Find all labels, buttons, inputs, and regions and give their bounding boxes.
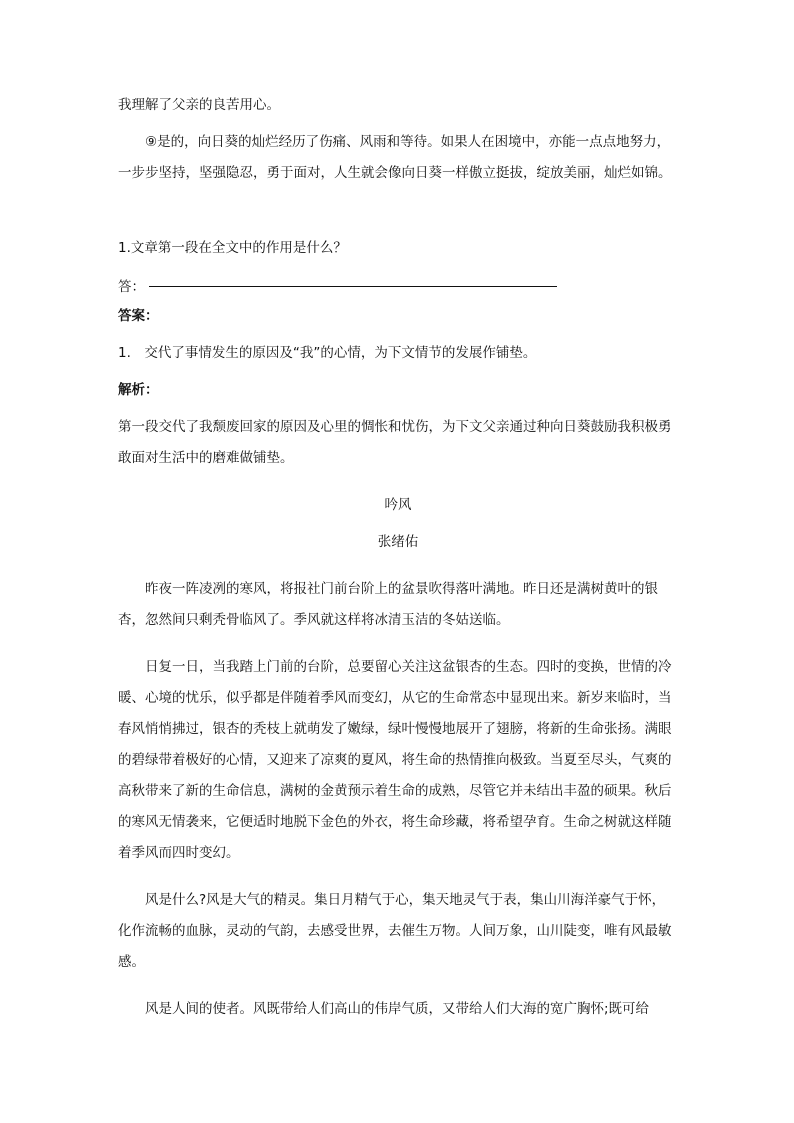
document-page <box>118 90 678 1025</box>
article-paragraph-4: 风是人间的使者。风既带给人们高山的伟岸气质，又带给人们大海的宽广胸怀;既可给 <box>145 1001 650 1017</box>
paragraph-9: ⑨是的，向日葵的灿烂经历了伤痛、风雨和等待。如果人在困境中，亦能一点点地努力，一步步坚持，坚强隐忍，勇于面对，人生就会像向日葵一样傲立挺拔，绽放美丽，灿烂如锦。 <box>118 134 672 181</box>
question-1: 1.文章第一段在全文中的作用是什么？ <box>118 240 347 256</box>
article-author: 张绪佑 <box>377 534 419 550</box>
analysis-heading: 解析： <box>118 382 159 398</box>
answer-prefix: 答： <box>118 279 145 295</box>
article-paragraph-1: 昨夜一阵凌冽的寒风，将报社门前台阶上的盆景吹得落叶满地。昨日还是满树黄叶的银杏，忽然间只剩秃骨临风了。季风就这样将冰清玉洁的冬姑送临。 <box>118 581 658 628</box>
answer-field-row <box>118 264 678 295</box>
article-title: 吟风 <box>384 497 412 513</box>
answer-text: 1. 交代了事情发生的原因及“我”的心情，为下文情节的发展作铺垫。 <box>118 345 537 361</box>
answer-heading: 答案： <box>118 308 159 324</box>
article-paragraph-3: 风是什么?风是大气的精灵。集日月精气于心，集天地灵气于表，集山川海洋豪气于怀，化作流畅的血脉，灵动的气韵，去感受世界，去催生万物。人间万象，山川陡变，唯有风最敏感。 <box>118 892 672 970</box>
analysis-text: 第一段交代了我颓废回家的原因及心里的惆怅和忧伤，为下文父亲通过种向日葵鼓励我积极勇敢面对生活中的磨难做铺垫。 <box>118 419 672 466</box>
intro-line: 我理解了父亲的良苦用心。 <box>118 97 280 113</box>
article-paragraph-2: 日复一日，当我踏上门前的台阶，总要留心关注这盆银杏的生态。四时的变换，世情的冷暖、心境的忧乐，似乎都是伴随着季风而变幻，从它的生命常态中显现出来。新岁来临时，当春风悄悄拂过，银杏的秃枝上就萌发了嫩绿，绿叶慢慢地展开了翅膀，将新的生命张扬。满眼的碧绿带着极好的心情，又迎来了凉爽的夏风，将生命的热情推向极致。当夏至尽头，气爽的高秋带来了新的生命信息，满树的金黄预示着生命的成熟，尽管它并未结出丰盈的硕果。秋后的寒风无情袭来，它便适时地脱下金色的外衣，将生命珍藏，将希望孕育。生命之树就这样随着季风而四时变幻。 <box>118 659 672 861</box>
answer-blank-line <box>149 286 557 287</box>
